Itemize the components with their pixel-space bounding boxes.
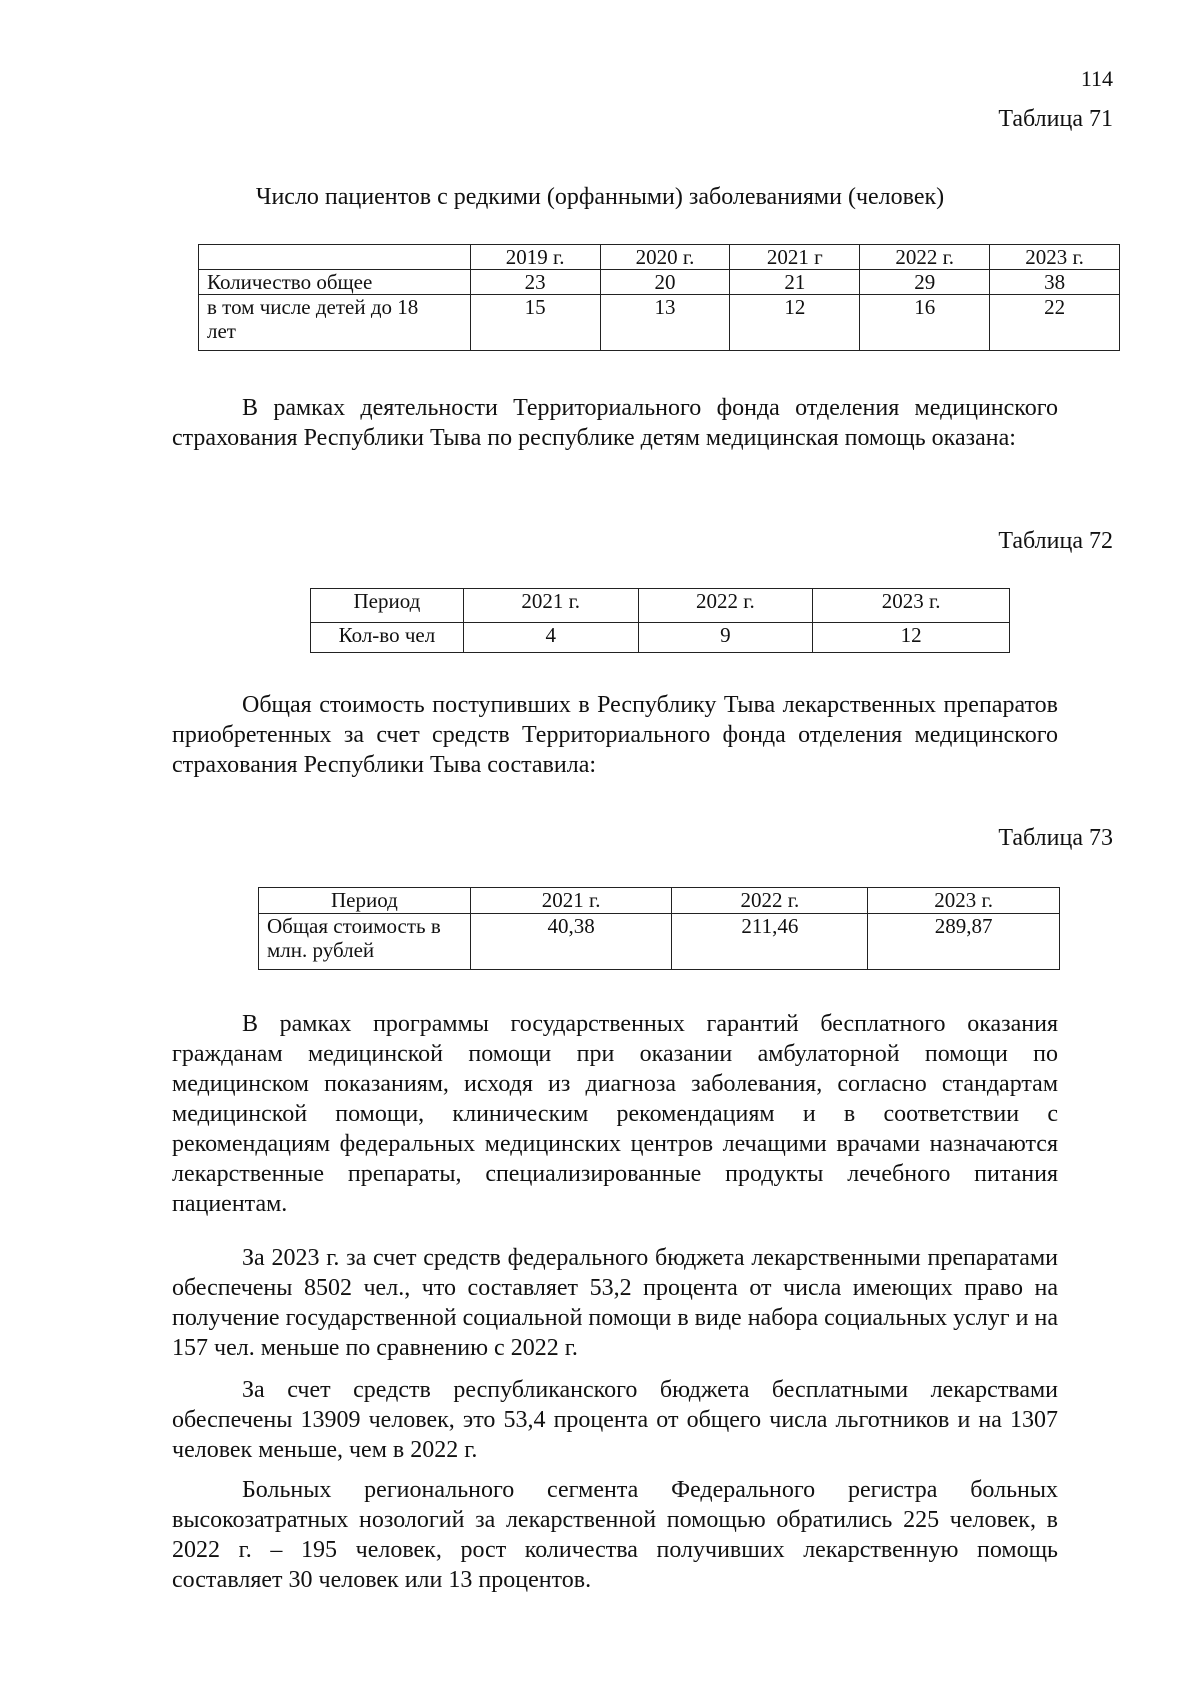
table-row: [199, 295, 1120, 351]
table-cell: 38: [990, 270, 1120, 295]
table-header-cell: 2022 г.: [638, 589, 813, 623]
table-cell: 289,87: [868, 914, 1060, 970]
table-row-header: [311, 589, 1010, 623]
table-72: [310, 588, 1010, 653]
table-72-label: Таблица 72: [998, 528, 1113, 554]
table-cell: 211,46: [672, 914, 868, 970]
table-header-cell: Период: [259, 888, 471, 914]
table-row: [311, 623, 1010, 653]
table-71: [198, 244, 1120, 351]
table-row: [199, 270, 1120, 295]
row-label: в том числе детей до 18 лет: [199, 295, 471, 351]
table-row-header: [259, 888, 1060, 914]
table-header-cell: 2023 г.: [813, 589, 1010, 623]
paragraph-5: За счет средств республиканского бюджета бесплатными лекарствами обеспечены 13909 человек, это 53,4 процента от общего числа льготников и на 1307 человек меньше, чем в 2022 г.: [172, 1377, 1058, 1463]
table-header-cell: Период: [311, 589, 464, 623]
paragraph-4: За 2023 г. за счет средств федерального бюджета лекарственными препаратами обеспечены 8502 чел., что составляет 53,2 процента от числа имеющих право на получение государственной социальной помощи в виде набора социальных услуг и на 157 чел. меньше по сравнению с 2022 г.: [172, 1245, 1058, 1361]
table-cell: 16: [860, 295, 990, 351]
table-73-label: Таблица 73: [998, 825, 1113, 851]
table-cell: 21: [730, 270, 860, 295]
row-label: Количество общее: [199, 270, 471, 295]
row-label: Общая стоимость в млн. рублей: [259, 914, 471, 970]
table-cell: 13: [600, 295, 730, 351]
table-row-header: [199, 245, 1120, 270]
table-73: [258, 887, 1060, 970]
table-cell: 15: [470, 295, 600, 351]
paragraph-3: В рамках программы государственных гарантий бесплатного оказания гражданам медицинской помощи при оказании амбулаторной помощи по медицинском показаниям, исходя из диагноза заболевания, согласно стандартам медицинской помощи, клиническим рекомендациям и в соответствии с рекомендациям федеральных медицинских центров лечащими врачами назначаются лекарственные препараты, специализированные продукты лечебного питания пациентам.: [172, 1011, 1058, 1217]
table-cell: 23: [470, 270, 600, 295]
table-cell: 29: [860, 270, 990, 295]
table-cell: 40,38: [470, 914, 672, 970]
table-cell: 20: [600, 270, 730, 295]
table-header-cell: 2021 г.: [463, 589, 638, 623]
table-header-cell: 2022 г.: [860, 245, 990, 270]
page-number: 114: [1080, 66, 1113, 91]
table-header-cell: 2023 г.: [868, 888, 1060, 914]
table-header-cell: 2020 г.: [600, 245, 730, 270]
table-cell: 12: [730, 295, 860, 351]
table-71-caption: Число пациентов с редкими (орфанными) заболеваниями (человек): [255, 184, 945, 210]
table-header-cell: 2021 г: [730, 245, 860, 270]
table-cell: 4: [463, 623, 638, 653]
table-cell: 12: [813, 623, 1010, 653]
table-cell: 9: [638, 623, 813, 653]
table-cell: [199, 245, 471, 270]
table-header-cell: 2019 г.: [470, 245, 600, 270]
table-cell: 22: [990, 295, 1120, 351]
table-header-cell: 2021 г.: [470, 888, 672, 914]
table-71-label: Таблица 71: [998, 106, 1113, 132]
table-header-cell: 2022 г.: [672, 888, 868, 914]
row-label: Кол-во чел: [311, 623, 464, 653]
paragraph-1: В рамках деятельности Территориального фонда отделения медицинского страхования Республики Тыва по республике детям медицинская помощь оказана:: [172, 395, 1058, 451]
table-header-cell: 2023 г.: [990, 245, 1120, 270]
paragraph-6: Больных регионального сегмента Федерального регистра больных высокозатратных нозологий за лекарственной помощью обратились 225 человек, в 2022 г. – 195 человек, рост количества получивших лекарственную помощь составляет 30 человек или 13 процентов.: [172, 1477, 1058, 1593]
table-row: [259, 914, 1060, 970]
paragraph-2: Общая стоимость поступивших в Республику Тыва лекарственных препаратов приобретенных за счет средств Территориального фонда отделения медицинского страхования Республики Тыва составила:: [172, 692, 1058, 778]
